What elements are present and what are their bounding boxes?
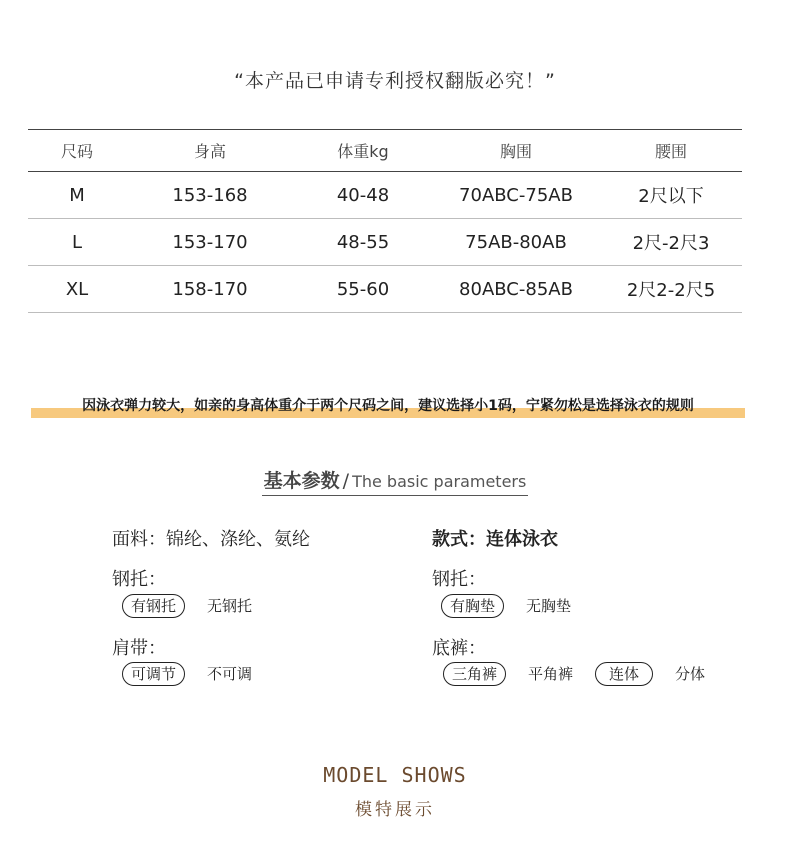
header-weight: 体重kg — [337, 142, 389, 161]
cell-size: M — [69, 184, 85, 206]
option-strap-adjustable: 可调节 — [122, 662, 185, 686]
header-size: 尺码 — [60, 142, 93, 161]
cell-bust: 75AB-80AB — [465, 231, 567, 253]
option-bottom-brief: 三角裤 — [443, 662, 506, 686]
cell-height: 153-170 — [172, 231, 248, 253]
header-bust: 胸围 — [499, 142, 532, 161]
cell-weight: 48-55 — [336, 231, 390, 253]
strap-label: 肩带： — [112, 638, 166, 659]
sizing-tip: 因泳衣弹力较大，如亲的身高体重介于两个尺码之间，建议选择小1码，宁紧勿松是选择泳衣的规则 — [82, 398, 694, 414]
size-table-header — [28, 130, 742, 172]
cell-weight: 55-60 — [336, 278, 390, 300]
underwire-label: 钢托： — [112, 569, 166, 590]
size-table — [28, 129, 742, 313]
model-shows-subtitle: 模特展示 — [355, 800, 435, 820]
section-heading — [0, 466, 790, 496]
style-label: 款式：连体泳衣 — [432, 529, 558, 550]
table-row — [28, 266, 742, 313]
option-underwire-yes: 有钢托 — [122, 594, 185, 618]
header-waist: 腰围 — [654, 142, 687, 161]
section-heading-en: The basic parameters — [352, 472, 527, 491]
model-shows-title: MODEL SHOWS — [323, 763, 467, 787]
bottom-label: 底裤： — [432, 638, 486, 659]
cell-size: XL — [65, 278, 89, 300]
cell-waist: 2尺-2尺3 — [632, 233, 710, 254]
fabric-label: 面料：锦纶、涤纶、氨纶 — [112, 529, 310, 550]
cell-weight: 40-48 — [336, 184, 390, 206]
bottom-options — [443, 662, 727, 686]
cell-height: 158-170 — [172, 278, 248, 300]
cell-waist: 2尺以下 — [638, 186, 704, 207]
cell-size: L — [71, 231, 83, 253]
option-twopiece: 分体 — [675, 665, 706, 683]
table-row — [28, 219, 742, 266]
cell-bust: 80ABC-85AB — [459, 278, 573, 300]
option-underwire-no: 无钢托 — [207, 597, 253, 615]
copyright-notice: “本产品已申请专利授权翻版必究！” — [234, 70, 556, 92]
table-row — [28, 172, 742, 219]
option-strap-fixed: 不可调 — [207, 665, 253, 683]
header-height: 身高 — [193, 142, 226, 161]
padding-options — [441, 594, 593, 618]
option-padding-yes: 有胸垫 — [441, 594, 504, 618]
section-heading-sep: / — [342, 470, 350, 492]
padding-label: 钢托： — [432, 569, 486, 590]
option-bottom-boyshort: 平角裤 — [528, 665, 574, 683]
underwire-options — [122, 594, 274, 618]
option-padding-no: 无胸垫 — [526, 597, 572, 615]
option-onepiece: 连体 — [595, 662, 653, 686]
cell-waist: 2尺2-2尺5 — [626, 280, 716, 301]
cell-bust: 70ABC-75AB — [459, 184, 573, 206]
section-heading-cn: 基本参数 — [263, 470, 340, 492]
strap-options — [122, 662, 274, 686]
cell-height: 153-168 — [172, 184, 248, 206]
